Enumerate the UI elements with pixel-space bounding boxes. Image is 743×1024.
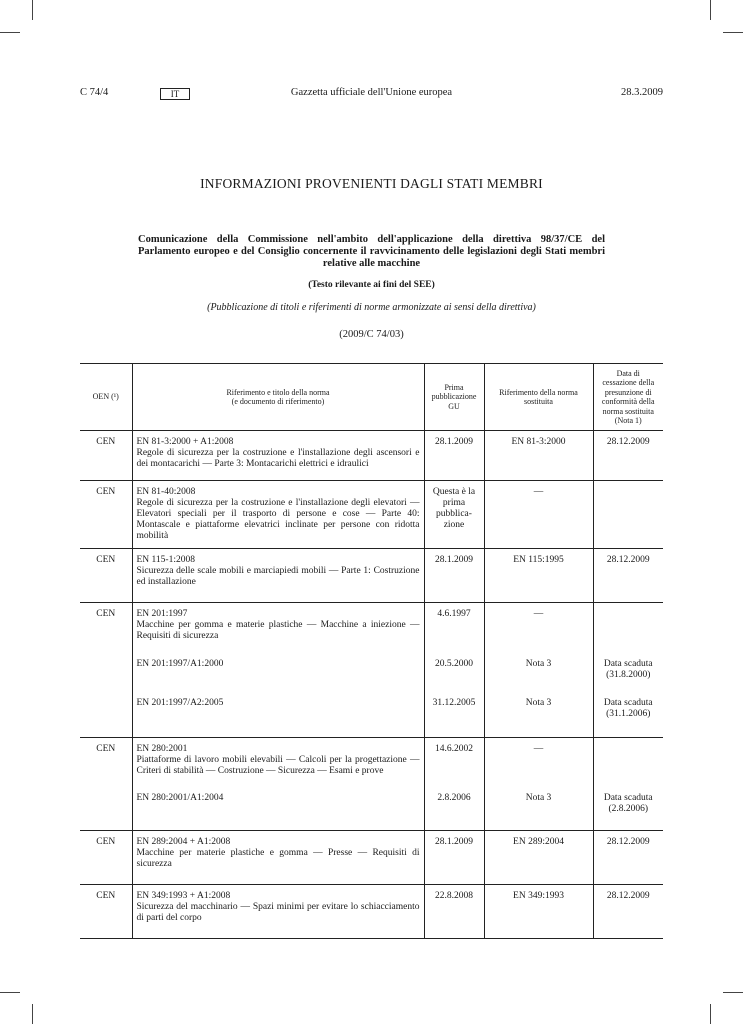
- cell-oen: CEN: [80, 831, 132, 885]
- cell-reference: EN 81-3:2000 + A1:2008 Regole di sicurezza per la costruzione e l'installazione degli ascensori e dei montacarichi — Parte 3: Montacarichi elettrici e idraulici: [132, 431, 424, 481]
- cell-replaced-standard: Nota 3: [484, 659, 593, 698]
- cell-reference: EN 201:1997/A2:2005: [132, 698, 424, 738]
- publication-date: 28.3.2009: [621, 87, 663, 98]
- cell-oen: CEN: [80, 431, 132, 481]
- cell-oen: CEN: [80, 885, 132, 939]
- cell-cessation-date: [593, 603, 663, 659]
- cell-replaced-standard: —: [484, 481, 593, 549]
- journal-title: Gazzetta ufficiale dell'Unione europea: [290, 87, 453, 98]
- cell-replaced-standard: Nota 3: [484, 793, 593, 831]
- page-header: [80, 87, 663, 103]
- cell-reference: EN 280:2001 Piattaforme di lavoro mobili elevabili — Calcoli per la progettazione — Criteri di stabilità — Costruzione — Sicurezza — Esami e prove: [132, 738, 424, 793]
- cell-reference: EN 201:1997/A1:2000: [132, 659, 424, 698]
- cell-cessation-date: [593, 738, 663, 793]
- cell-oen: CEN: [80, 549, 132, 603]
- cell-cessation-date: 28.12.2009: [593, 831, 663, 885]
- table-row: [80, 831, 663, 885]
- cell-reference: EN 280:2001/A1:2004: [132, 793, 424, 831]
- standards-table: [80, 363, 663, 939]
- table-row: [80, 738, 663, 793]
- eea-note: (Testo rilevante ai fini del SEE): [308, 280, 435, 290]
- crop-mark: [0, 992, 20, 993]
- crop-mark: [723, 32, 743, 33]
- cell-first-publication: 4.6.1997: [424, 603, 484, 659]
- section-title: INFORMAZIONI PROVENIENTI DAGLI STATI MEMBRI: [200, 176, 543, 191]
- cell-reference: EN 81-40:2008 Regole di sicurezza per la costruzione e l'installazione degli elevatori — Elevatori speciali per il trasporto di persone e cose — Parte 40: Montascale e piattaforme elevatrici inclinate per persone con ridotta mobilità: [132, 481, 424, 549]
- cell-replaced-standard: EN 81-3:2000: [484, 431, 593, 481]
- cell-cessation-date: 28.12.2009: [593, 431, 663, 481]
- table-row: [80, 549, 663, 603]
- table-row: [80, 481, 663, 549]
- crop-mark: [32, 0, 33, 20]
- document-reference: (2009/C 74/03): [339, 329, 404, 340]
- cell-replaced-standard: EN 289:2004: [484, 831, 593, 885]
- cell-cessation-date: Data scaduta (2.8.2006): [593, 793, 663, 831]
- cell-reference: EN 115-1:2008 Sicurezza delle scale mobili e marciapiedi mobili — Parte 1: Costruzione ed installazione: [132, 549, 424, 603]
- table-header-row: [80, 364, 663, 431]
- table-row: [80, 793, 663, 831]
- header-first-publication: Prima pubblicazione GU: [424, 364, 484, 431]
- crop-mark: [0, 32, 20, 33]
- cell-cessation-date: [593, 481, 663, 549]
- cell-first-publication: 28.1.2009: [424, 549, 484, 603]
- cell-reference: EN 289:2004 + A1:2008 Macchine per materie plastiche e gomma — Presse — Requisiti di sicurezza: [132, 831, 424, 885]
- cell-reference: EN 201:1997 Macchine per gomma e materie plastiche — Macchine a iniezione — Requisiti di sicurezza: [132, 603, 424, 659]
- cell-oen: CEN: [80, 481, 132, 549]
- crop-mark: [32, 1004, 33, 1024]
- communication-title: Comunicazione della Commissione nell'ambito dell'applicazione della direttiva 98/37/CE del Parlamento europeo e del Consiglio concernente il ravvicinamento delle legislazioni degli Stati membri relative alle macchine: [138, 234, 605, 269]
- cell-first-publication: 14.6.2002: [424, 738, 484, 793]
- cell-replaced-standard: Nota 3: [484, 698, 593, 738]
- table-row: [80, 885, 663, 939]
- cell-reference: EN 349:1993 + A1:2008 Sicurezza del macchinario — Spazi minimi per evitare lo schiacciamento di parti del corpo: [132, 885, 424, 939]
- table-row: [80, 603, 663, 659]
- cell-first-publication: 28.1.2009: [424, 831, 484, 885]
- table-row: [80, 698, 663, 738]
- language-code: IT: [160, 88, 190, 100]
- cell-cessation-date: Data scaduta (31.8.2000): [593, 659, 663, 698]
- cell-first-publication: Questa è la prima pubblica- zione: [424, 481, 484, 549]
- cell-first-publication: 31.12.2005: [424, 698, 484, 738]
- cell-oen: CEN: [96, 744, 116, 754]
- header-cessation-date: Data di cessazione della presunzione di conformità della norma sostituita (Nota 1): [593, 364, 663, 431]
- cell-replaced-standard: —: [484, 738, 593, 793]
- cell-replaced-standard: —: [484, 603, 593, 659]
- table-row: [80, 659, 663, 698]
- crop-mark: [710, 1004, 711, 1024]
- cell-oen: [80, 793, 132, 831]
- cell-oen: [80, 698, 132, 738]
- cell-cessation-date: 28.12.2009: [593, 549, 663, 603]
- cell-first-publication: 20.5.2000: [424, 659, 484, 698]
- cell-cessation-date: 28.12.2009: [593, 885, 663, 939]
- header-oen: OEN (¹): [80, 364, 132, 431]
- cell-first-publication: 22.8.2008: [424, 885, 484, 939]
- page-reference: C 74/4: [80, 87, 109, 98]
- cell-replaced-standard: EN 349:1993: [484, 885, 593, 939]
- crop-mark: [723, 992, 743, 993]
- header-reference-title: Riferimento e titolo della norma (e documento di riferimento): [132, 364, 424, 431]
- cell-oen: [80, 659, 132, 698]
- header-replaced-standard: Riferimento della norma sostituita: [484, 364, 593, 431]
- cell-oen: CEN: [96, 609, 116, 619]
- publication-note: (Pubblicazione di titoli e riferimenti di norme armonizzate ai sensi della direttiva): [207, 302, 536, 313]
- cell-first-publication: 28.1.2009: [424, 431, 484, 481]
- cell-cessation-date: Data scaduta (31.1.2006): [593, 698, 663, 738]
- cell-first-publication: 2.8.2006: [424, 793, 484, 831]
- table-row: [80, 431, 663, 481]
- cell-replaced-standard: EN 115:1995: [484, 549, 593, 603]
- crop-mark: [710, 0, 711, 20]
